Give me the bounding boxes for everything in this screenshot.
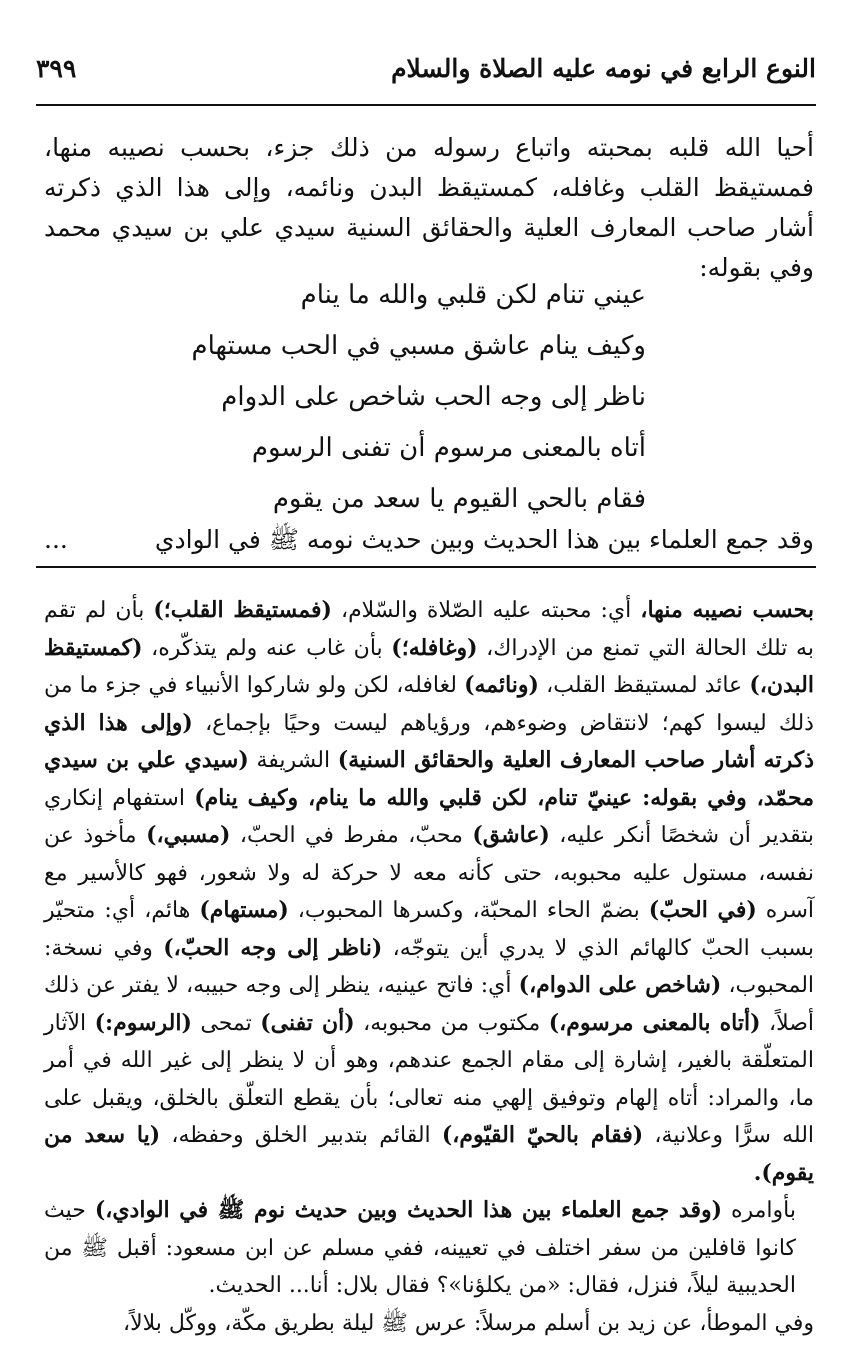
- commentary-text: بأن لم تقم به تلك الحالة التي تمنع من الإدراك،: [44, 598, 814, 661]
- commentary-lemma: (الرسوم:): [94, 1009, 192, 1036]
- poem: [191, 270, 646, 525]
- continuation-line: وقد جمع العلماء بين هذا الحديث وبين حديث نومه ﷺ في الوادي: [154, 525, 814, 554]
- commentary-lemma: (كمستيقظ البدن،): [44, 634, 814, 698]
- commentary-text: هائم، أي: متحيّر بسبب الحبّ كالهائم الذي لا يدري أين يتوجّه،: [44, 898, 815, 961]
- commentary-text: حيث كانوا قافلين من سفر اختلف في تعيينه، ففي مسلم عن ابن مسعود: أقبل ﷺ من الحديبية ليلاً، فنزل، فقال: «من يكلؤنا»؟ فقال بلال: أنا... الحديث.: [44, 1198, 796, 1298]
- commentary-text: بأن غاب عنه ولم يتذكّره،: [142, 635, 392, 661]
- running-title: النوع الرابع في نومه عليه الصلاة والسلام: [391, 54, 816, 83]
- commentary-text: بأوامره: [722, 1198, 796, 1223]
- commentary-lemma: (أن تفنى): [260, 1009, 355, 1036]
- commentary-text: لغافله، لكن ولو شاركوا الأنبياء في جزء ما من ذلك ليسوا كهم؛ لانتقاض وضوءهم، ورؤياهم ليست وحيًا بإجماع،: [44, 673, 814, 736]
- commentary-lemma: (أتاه بالمعنى مرسوم،): [548, 1009, 761, 1036]
- verse-2: وكيف ينام عاشق مسبي في الحب مستهام: [191, 331, 646, 361]
- commentary-lemma: (فمستيقظ القلب؛): [153, 597, 332, 623]
- commentary-text: أي: فاتح عينيه، ينظر إلى وجه حبيبه، لا يفتر عن ذلك أصلاً،: [44, 973, 815, 1036]
- commentary-lemma: (ناظر إلى وجه الحبّ،): [163, 934, 383, 961]
- commentary-text: وفي نسخة: المحبوب،: [44, 935, 815, 998]
- commentary-text: مأخوذ عن نفسه، مستول عليه محبوبه، حتى كأنه معه لا حركة له ولا شعور، فهو كالأسير مع آسره: [44, 823, 814, 923]
- commentary-text: بضمّ الحاء المحبّة، وكسرها المحبوب،: [288, 898, 649, 923]
- commentary-lemma: (فقام بالحيّ القيّوم،): [441, 1122, 644, 1148]
- commentary-paragraph-3: [44, 1305, 814, 1343]
- commentary-separator: [36, 566, 816, 568]
- commentary-lemma: (يا سعد من يقوم).: [44, 1122, 814, 1186]
- commentary: [44, 592, 814, 1342]
- commentary-lemma: (وغافله؛): [391, 634, 478, 661]
- commentary-lemma: (عاشق): [472, 822, 550, 848]
- header-rule: [36, 104, 816, 106]
- commentary-text: تمحى: [191, 1010, 261, 1036]
- ellipsis: ...: [44, 525, 68, 554]
- commentary-text: استفهام إنكاري بتقدير أن شخصًا أنكر عليه،: [44, 785, 815, 848]
- verse-4: أتاه بالمعنى مرسوم أن تفنى الرسوم: [251, 433, 646, 463]
- commentary-paragraph-2: [44, 1192, 814, 1305]
- commentary-lemma: (في الحبّ): [648, 897, 757, 923]
- commentary-text: محبّ، مفرط في الحبّ،: [230, 823, 473, 848]
- commentary-lemma: (ونائمه): [464, 672, 539, 698]
- verse-5: فقام بالحي القيوم يا سعد من يقوم: [272, 484, 646, 514]
- main-text: [44, 128, 814, 288]
- commentary-text: الآثار المتعلّقة بالغير، إشارة إلى مقام الجمع عندهم، وهو أن لا ينظر إلى غير الله في أمر ما، والمراد: أتاه إلهام وتوفيق إلهي منه تعالى؛ بأن يقطع التعلّق بالخلق، ويقبل على الله سرًّا وعلانية،: [44, 1010, 815, 1148]
- page-number: ٣٩٩: [36, 54, 77, 83]
- commentary-text: مكتوب من محبوبه،: [354, 1010, 549, 1036]
- commentary-lemma: (مسبي،): [146, 822, 231, 848]
- commentary-lemma: (شاخص على الدوام،): [518, 972, 722, 998]
- commentary-lemma: (وإلى هذا الذي ذكرته أشار صاحب المعارف العلية والحقائق السنية): [44, 709, 814, 773]
- page-header: [36, 48, 816, 98]
- commentary-text: القائم بتدبير الخلق وحفظه،: [160, 1123, 442, 1148]
- main-text-continuation: [44, 520, 814, 560]
- commentary-lemma: (مستهام): [199, 897, 289, 923]
- commentary-text: أي: محبته عليه الصّلاة والسّلام،: [331, 598, 641, 623]
- verse-3: ناظر إلى وجه الحب شاخص على الدوام: [221, 382, 646, 412]
- commentary-lemma: بحسب نصيبه منها،: [640, 597, 814, 623]
- commentary-lemma: (سيدي علي بن سيدي محمّد، وفي بقوله: عينيّ تنام، لكن قلبي والله ما ينام، وكيف ينام): [44, 747, 814, 811]
- commentary-lemma: (وقد جمع العلماء بين هذا الحديث وبين حديث نوم ﷺ في الوادي،): [94, 1197, 722, 1223]
- commentary-text: وفي الموطأ، عن زيد بن أسلم مرسلاً: عرس ﷺ ليلة بطريق مكّة، ووكّل بلالاً،: [122, 1310, 814, 1336]
- commentary-text: عائد لمستيقظ القلب،: [538, 673, 750, 698]
- main-paragraph: أحيا الله قلبه بمحبته واتباع رسوله من ذلك جزء، بحسب نصيبه منها، فمستيقظ القلب وغافله، كمستيقظ البدن ونائمه، وإلى هذا الذي ذكرته أشار صاحب المعارف العلية والحقائق السنية سيدي علي بن سيدي محمد وفي بقوله:: [44, 133, 814, 282]
- commentary-text: الشريفة: [248, 748, 338, 773]
- commentary-paragraph-1: [44, 592, 814, 1192]
- verse-1: عيني تنام لكن قلبي والله ما ينام: [300, 280, 646, 310]
